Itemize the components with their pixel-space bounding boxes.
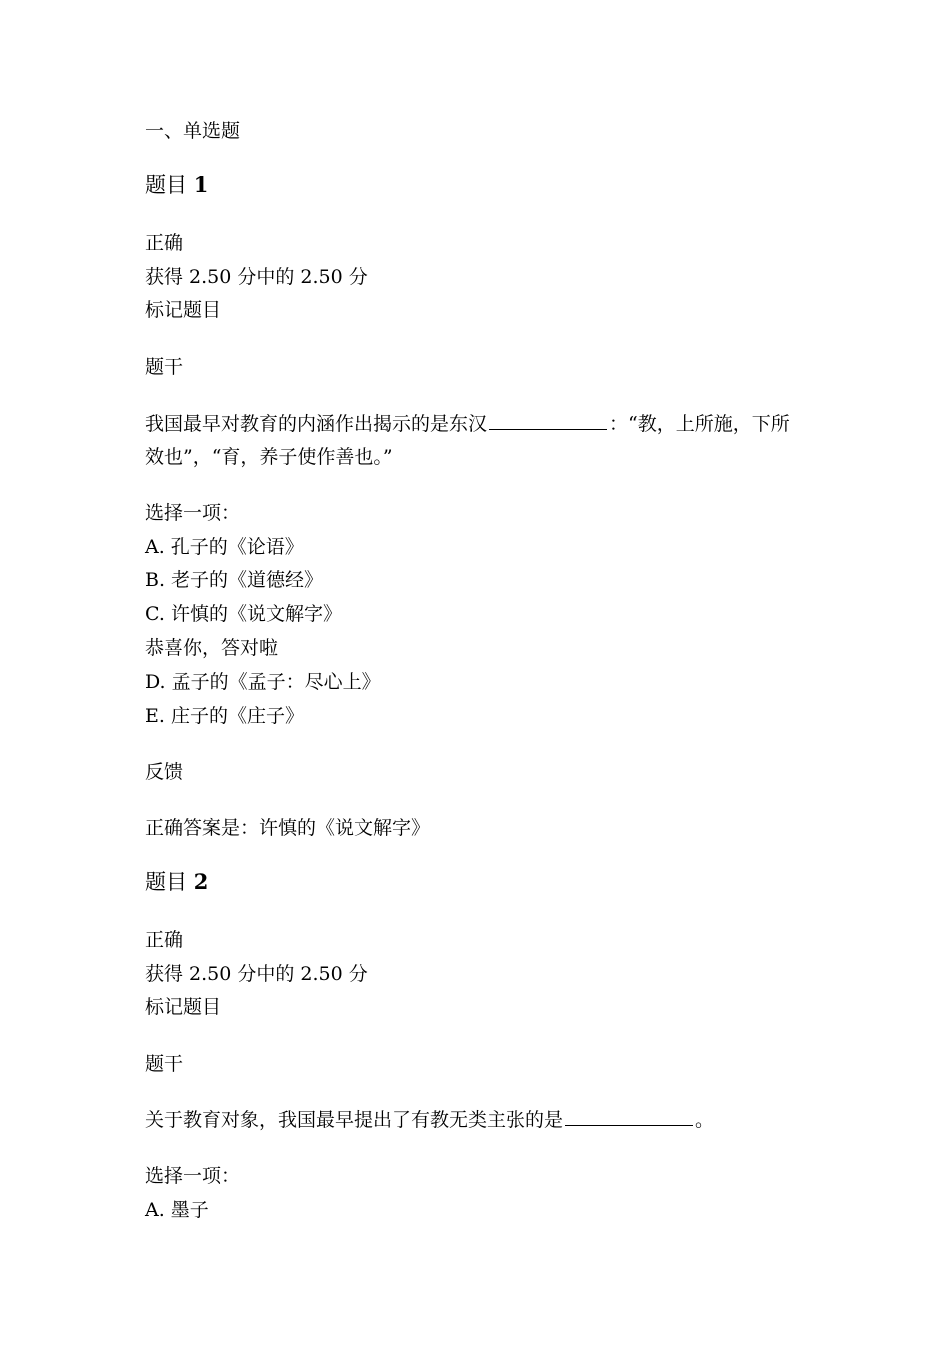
question-1-stem-line2: 效也”，“育，养子使作善也。” — [145, 446, 393, 468]
question-title-prefix: 题目 — [145, 173, 187, 197]
stem-text-cont: 。 — [695, 1109, 715, 1131]
question-number: 1 — [193, 172, 209, 197]
question-2-choose-label: 选择一项： — [145, 1165, 241, 1187]
stem-text: 关于教育对象，我国最早提出了有教无类主张的是 — [145, 1109, 564, 1131]
question-2-flag-link[interactable]: 标记题目 — [145, 996, 222, 1018]
question-2-option-a[interactable]: A. 墨子 — [145, 1199, 209, 1221]
question-2-title — [145, 869, 208, 895]
answer-blank — [489, 413, 607, 430]
question-1-feedback-label: 反馈 — [145, 761, 184, 783]
question-1-score: 获得 2.50 分中的 2.50 分 — [145, 266, 368, 288]
section-title: 一、单选题 — [145, 120, 241, 142]
question-1-correct-note: 恭喜你，答对啦 — [145, 637, 279, 659]
question-1-title — [145, 172, 208, 198]
answer-blank — [565, 1109, 693, 1126]
question-1-option-a[interactable]: A. 孔子的《论语》 — [145, 536, 304, 558]
question-1-option-b[interactable]: B. 老子的《道德经》 — [145, 569, 324, 591]
question-1-choose-label: 选择一项： — [145, 502, 241, 524]
question-1-status: 正确 — [145, 232, 184, 254]
question-1-option-d[interactable]: D. 孟子的《孟子：尽心上》 — [145, 671, 381, 693]
question-1-stem — [145, 412, 790, 436]
question-2-status: 正确 — [145, 929, 184, 951]
question-title-prefix: 题目 — [145, 870, 187, 894]
question-1-option-e[interactable]: E. 庄子的《庄子》 — [145, 705, 304, 727]
question-2-score: 获得 2.50 分中的 2.50 分 — [145, 963, 368, 985]
stem-text-cont: ：“教，上所施，下所 — [609, 413, 790, 435]
question-1-stem-label: 题干 — [145, 356, 184, 378]
question-2-stem-label: 题干 — [145, 1053, 184, 1075]
question-1-flag-link[interactable]: 标记题目 — [145, 299, 222, 321]
question-1-option-c[interactable]: C. 许慎的《说文解字》 — [145, 603, 342, 625]
question-number: 2 — [193, 869, 209, 894]
question-1-answer: 正确答案是：许慎的《说文解字》 — [145, 817, 431, 839]
stem-text: 我国最早对教育的内涵作出揭示的是东汉 — [145, 413, 488, 435]
question-2-stem — [145, 1108, 714, 1132]
